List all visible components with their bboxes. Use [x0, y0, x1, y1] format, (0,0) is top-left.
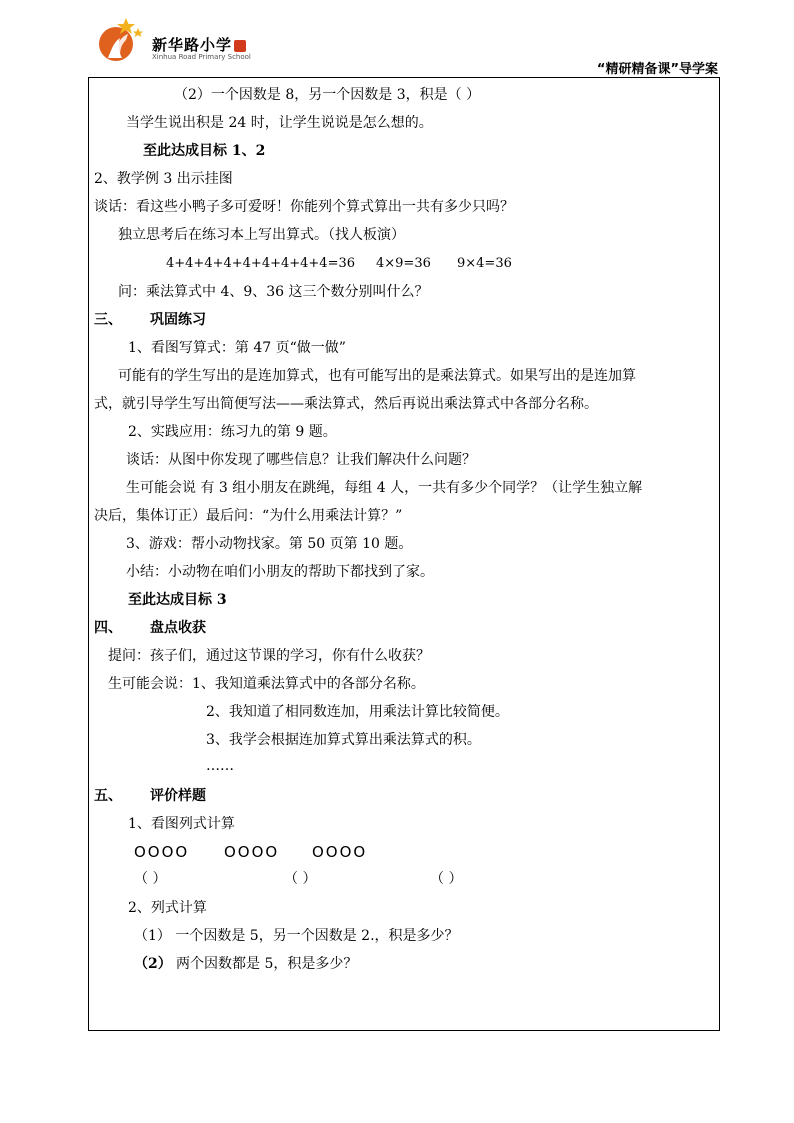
section-title: 巩固练习: [150, 312, 206, 328]
equation-multiplication: 9×4=36: [457, 256, 512, 271]
text-line: 3、我学会根据连加算式算出乘法算式的积。: [206, 732, 481, 748]
text-line: 2、我知道了相同数连加，用乘法计算比较简便。: [206, 704, 509, 720]
item-number: （2）: [134, 956, 172, 972]
text-line: 谈话：看这些小鸭子多可爱呀！你能列个算式算出一共有多少只吗？: [94, 199, 514, 215]
doc-type: “精研精备课”导学案: [596, 62, 718, 77]
text-line: 2、列式计算: [128, 900, 207, 916]
text-line: （2）一个因数是 8，另一个因数是 3，积是（ ）: [174, 87, 481, 103]
circle-group: OOOO: [224, 843, 280, 861]
circle-group: OOOO: [312, 843, 368, 861]
text-line: （1） 一个因数是 5，另一个因数是 2.，积是多少？: [134, 928, 459, 944]
text-line: 谈话：从图中你发现了哪些信息？让我们解决什么问题？: [126, 452, 476, 468]
text-line: 决后，集体订正）最后问：“为什么用乘法计算？”: [94, 508, 403, 524]
text-line: 式，就引导学生写出简便写法——乘法算式，然后再说出乘法算式中各部分名称。: [94, 396, 598, 412]
text-line: 小结：小动物在咱们小朋友的帮助下都找到了家。: [126, 564, 434, 580]
text-line: 独立思考后在练习本上写出算式。（找人板演）: [118, 227, 405, 243]
text-line: 生可能会说：1、我知道乘法算式中的各部分名称。: [108, 676, 425, 692]
school-logo-icon: [96, 14, 148, 66]
text-line: 2、实践应用：练习九的第 9 题。: [128, 424, 337, 440]
equation-addition: 4+4+4+4+4+4+4+4+4=36: [166, 256, 356, 271]
section-title: 评价样题: [150, 788, 206, 804]
text-line: 1、看图写算式：第 47 页“做一做”: [128, 340, 346, 356]
section-title: 盘点收获: [150, 620, 206, 636]
section-number: 三、: [94, 312, 122, 328]
school-name-en: Xinhua Road Primary School: [152, 53, 251, 61]
text-line: 2、教学例 3 出示挂图: [94, 171, 233, 187]
ellipsis: ……: [206, 758, 234, 774]
section-number: 五、: [94, 788, 122, 804]
text-line: 可能有的学生写出的是连加算式，也有可能写出的是乘法算式。如果写出的是连加算: [118, 368, 636, 384]
goal-statement: 至此达成目标 1、2: [143, 143, 266, 159]
school-name: 新华路小学: [152, 34, 246, 55]
page-header: [0, 0, 794, 80]
answer-blank: （ ）: [284, 871, 317, 887]
answer-blank: （ ）: [430, 871, 463, 887]
goal-statement: 至此达成目标 3: [128, 592, 227, 608]
text-line: 提问：孩子们，通过这节课的学习，你有什么收获？: [108, 648, 430, 664]
equation-multiplication: 4×9=36: [376, 256, 431, 271]
answer-blank: （ ）: [134, 871, 167, 887]
text-line: 问：乘法算式中 4、9、36 这三个数分别叫什么？: [118, 284, 429, 300]
badge-icon: [234, 40, 246, 52]
text-line: 生可能会说 有 3 组小朋友在跳绳，每组 4 人，一共有多少个同学？（让学生独立解: [126, 480, 643, 496]
text-line: 当学生说出积是 24 时，让学生说说是怎么想的。: [126, 115, 433, 131]
text-line: 3、游戏：帮小动物找家。第 50 页第 10 题。: [126, 536, 413, 552]
circle-group: OOOO: [134, 843, 190, 861]
section-number: 四、: [94, 620, 122, 636]
text-line: 两个因数都是 5，积是多少？: [176, 956, 358, 972]
text-line: 1、看图列式计算: [128, 816, 235, 832]
content-frame: [88, 77, 720, 1031]
